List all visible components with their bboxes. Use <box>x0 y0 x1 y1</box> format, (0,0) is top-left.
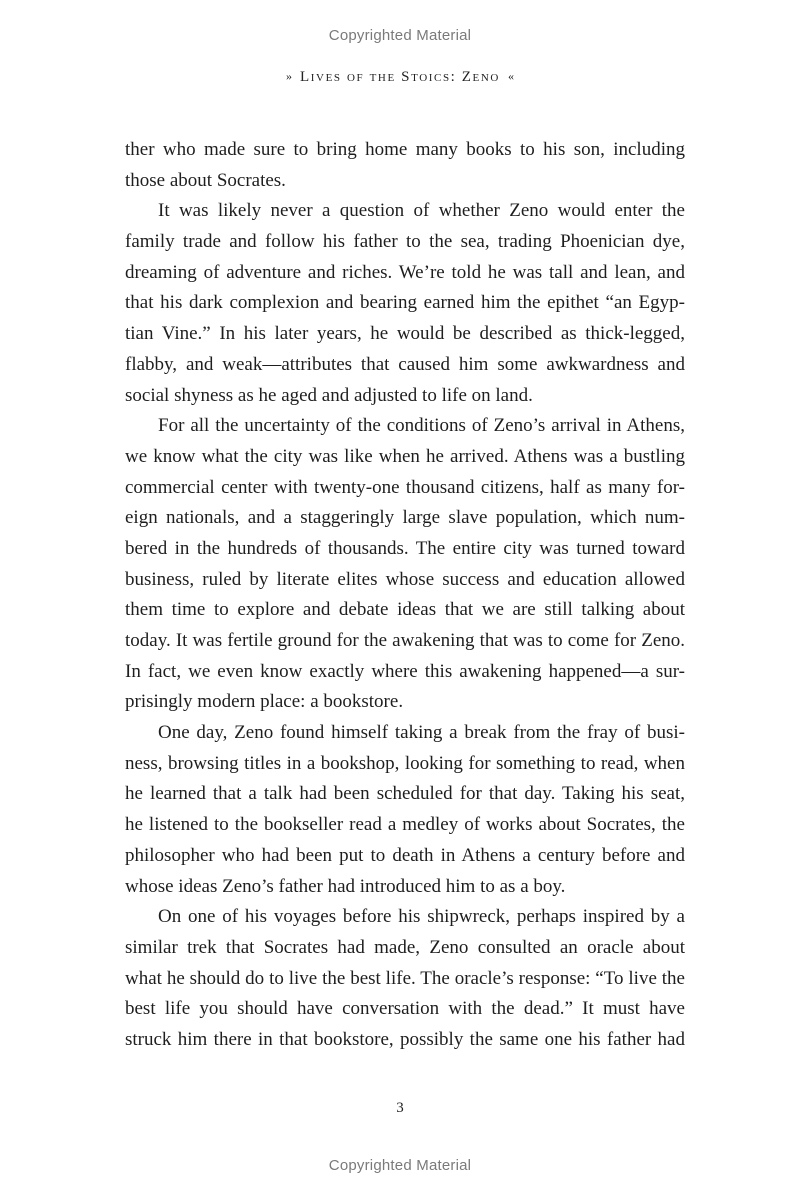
text-line: we know what the city was like when he arrived. Athens was a bustling <box>125 445 685 467</box>
text-line: dreaming of adventure and riches. We’re told he was tall and lean, and <box>125 261 685 283</box>
text-line: commercial center with twenty-one thousand citizens, half as many for- <box>125 476 685 498</box>
text-line: similar trek that Socrates had made, Zeno consulted an oracle about <box>125 936 685 958</box>
text-line: ther who made sure to bring home many books to his son, including <box>125 139 685 160</box>
text-line: he learned that a talk had been scheduled for that day. Taking his seat, <box>125 783 685 805</box>
right-ornament-icon: « <box>507 69 514 83</box>
paragraph <box>125 135 685 196</box>
copyright-watermark-top: Copyrighted Material <box>328 27 472 44</box>
text-line: whose ideas Zeno’s father had introduced him to as a boy. <box>125 875 566 897</box>
text-line: he listened to the bookseller read a medley of works about Socrates, the <box>125 814 685 836</box>
paragraph <box>125 196 685 411</box>
paragraph <box>125 902 685 1055</box>
text-line: It was likely never a question of whether Zeno would enter the <box>158 200 685 222</box>
running-head-title: Lives of the Stoics: Zeno <box>300 69 500 85</box>
text-line: social shyness as he aged and adjusted to life on land. <box>125 384 533 406</box>
text-line: flabby, and weak—attributes that caused him some awkwardness and <box>125 353 685 375</box>
text-line: One day, Zeno found himself taking a break from the fray of busi- <box>158 722 685 744</box>
text-line: prisingly modern place: a bookstore. <box>125 691 404 713</box>
text-line: family trade and follow his father to the sea, trading Phoenician dye, <box>125 231 685 253</box>
text-line: business, ruled by literate elites whose success and education allowed <box>125 568 685 590</box>
text-line: struck him there in that bookstore, possibly the same one his father had <box>125 1028 685 1050</box>
text-line: those about Socrates. <box>125 169 286 191</box>
running-head <box>0 69 800 86</box>
text-line: tian Vine.” In his later years, he would be described as thick-legged, <box>125 323 685 345</box>
text-line: eign nationals, and a staggeringly large slave population, which num- <box>125 507 685 529</box>
copyright-watermark-bottom: Copyrighted Material <box>328 1157 472 1174</box>
paragraph <box>125 718 685 902</box>
text-line: On one of his voyages before his shipwreck, perhaps inspired by a <box>158 906 685 928</box>
text-line: best life you should have conversation with the dead.” It must have <box>125 998 685 1020</box>
text-line: what he should do to live the best life. The oracle’s response: “To live the <box>125 967 685 989</box>
text-line: ness, browsing titles in a bookshop, looking for something to read, when <box>125 752 685 774</box>
body-text <box>125 135 685 1056</box>
paragraph <box>125 411 685 718</box>
page-number: 3 <box>396 1100 404 1116</box>
text-line: In fact, we even know exactly where this awakening happened—a sur- <box>125 660 685 682</box>
text-line: philosopher who had been put to death in Athens a century before and <box>125 844 685 866</box>
text-line: them time to explore and debate ideas that we are still talking about <box>125 599 685 621</box>
left-ornament-icon: » <box>286 69 293 83</box>
text-line: For all the uncertainty of the conditions of Zeno’s arrival in Athens, <box>158 415 685 437</box>
text-line: today. It was fertile ground for the awakening that was to come for Zeno. <box>125 630 685 651</box>
text-line: bered in the hundreds of thousands. The entire city was turned toward <box>125 537 685 559</box>
text-line: that his dark complexion and bearing earned him the epithet “an Egyp- <box>125 292 685 314</box>
